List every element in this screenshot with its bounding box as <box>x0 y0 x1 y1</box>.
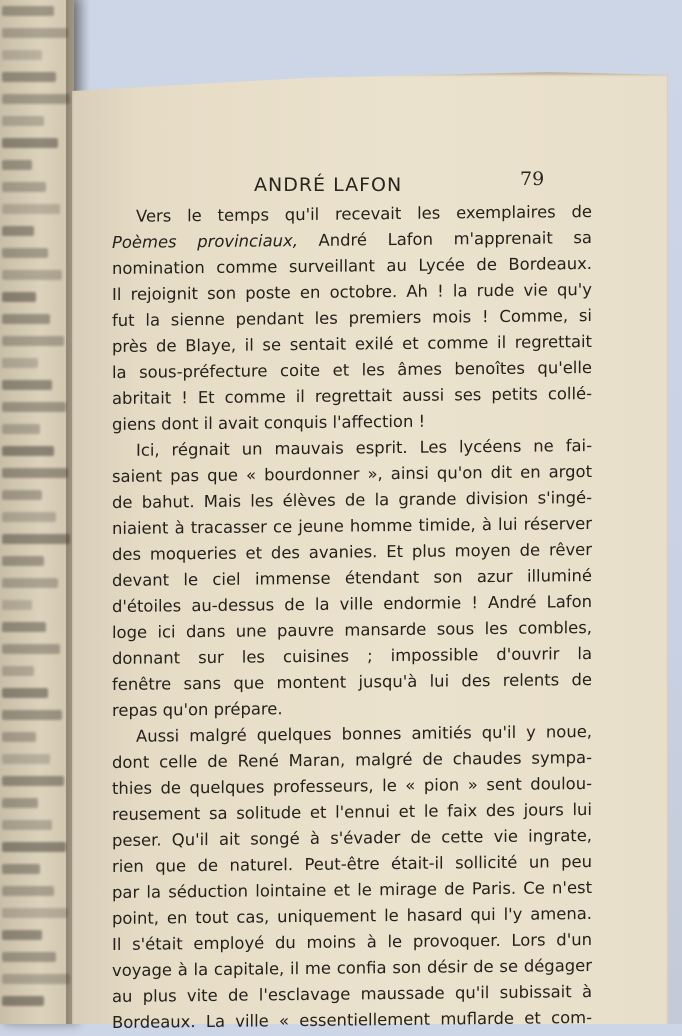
left-page-text-blur <box>2 644 60 654</box>
left-page-text-blur <box>2 380 52 390</box>
left-page-text-blur <box>2 908 68 918</box>
text-line: thies de quelques professeurs, le « pion » sent doulou- <box>112 773 592 798</box>
text-line: loge ici dans une pauvre mansarde sous les combles, <box>112 617 592 642</box>
left-page-text-blur <box>2 534 70 544</box>
left-page-text-blur <box>2 50 42 60</box>
text-line: donnant sur les cuisines ; impossible d'ouvrir la <box>112 643 592 668</box>
body-text <box>112 199 592 1036</box>
text-line: devant le ciel immense étendant son azur illuminé <box>112 565 592 590</box>
left-page-text-blur <box>2 314 50 324</box>
text-line: d'étoiles au-dessus de la ville endormie ! André Lafon <box>112 591 592 616</box>
left-page-text-blur <box>2 754 50 764</box>
left-page-text-blur <box>2 116 44 126</box>
text-line: la sous-préfecture coite et les âmes benoîtes qu'elle <box>112 357 592 382</box>
text-line: voyage à la capitale, il me confia son désir de se dégager <box>112 955 592 980</box>
text-line: Poèmes provinciaux, André Lafon m'apprenait sa <box>112 227 592 252</box>
text-line: fenêtre sans que montent jusqu'à lui des relents de <box>112 669 592 694</box>
left-page-text-blur <box>2 6 54 16</box>
text-line: au plus vite de l'esclavage maussade qu'il subissait à <box>112 981 592 1006</box>
left-page-text-blur <box>2 94 70 104</box>
left-page-text-blur <box>2 138 58 148</box>
text-line: nomination comme surveillant au Lycée de Bordeaux. <box>112 253 592 278</box>
left-page-text-blur <box>2 72 56 82</box>
left-page-text-blur <box>2 402 66 412</box>
left-page-text-blur <box>2 666 34 676</box>
left-page-text-blur <box>2 996 44 1006</box>
left-page-text-blur <box>2 930 42 940</box>
left-page-text-blur <box>2 182 46 192</box>
text-line: Aussi malgré quelques bonnes amitiés qu'il y noue, <box>136 721 592 746</box>
left-page-text-blur <box>2 446 54 456</box>
text-line: des moqueries et des avanies. Et plus moyen de rêver <box>112 539 592 564</box>
text-line: niaient à tracasser ce jeune homme timide, à lui réserver <box>112 513 592 538</box>
left-page-text-blur <box>2 468 68 478</box>
text-line: peser. Qu'il ait songé à s'évader de cette vie ingrate, <box>112 825 592 850</box>
page-number: 79 <box>520 168 545 190</box>
text-line: par la séduction lointaine et le mirage de Paris. Ce n'est <box>112 877 592 902</box>
text-line: abritait ! Et comme il regrettait aussi ses petits collé- <box>112 383 592 408</box>
text-line: point, en tout cas, uniquement le hasard qui l'y amena. <box>112 903 592 928</box>
left-page-text-blur <box>2 952 56 962</box>
left-page-text-blur <box>2 820 52 830</box>
left-page-text-blur <box>2 160 32 170</box>
left-page-text-blur <box>2 864 40 874</box>
text-line: saient pas que « bourdonner », ainsi qu'on dit en argot <box>112 461 592 486</box>
left-page-text-blur <box>2 292 36 302</box>
left-page-edge <box>0 0 74 1024</box>
text-line: Bordeaux. La ville « essentiellement muflarde et com- <box>112 1007 592 1032</box>
left-page-text-blur <box>2 974 70 984</box>
left-page-text-blur <box>2 358 38 368</box>
text-line: fut la sienne pendant les premiers mois ! Comme, si <box>112 305 592 330</box>
left-page-text-blur <box>2 886 54 896</box>
text-line: Ici, régnait un mauvais esprit. Les lycéens ne fai- <box>136 435 592 460</box>
text-line: de bahut. Mais les élèves de la grande division s'ingé- <box>112 487 592 512</box>
left-page-text-blur <box>2 28 68 38</box>
left-page-text-blur <box>2 226 34 236</box>
text-line: près de Blaye, il se sentait exilé et comme il regrettait <box>112 331 592 356</box>
text-line: Il rejoignit son poste en octobre. Ah ! la rude vie qu'y <box>112 279 592 304</box>
text-line: repas qu'on prépare. <box>112 699 283 720</box>
left-page-text-blur <box>2 556 44 566</box>
left-page-text-blur <box>2 688 48 698</box>
left-page-text-blur <box>2 622 46 632</box>
text-line: Il s'était employé du moins à le provoquer. Lors d'un <box>112 929 592 954</box>
left-page-text-blur <box>2 600 32 610</box>
left-page-text-blur <box>2 336 64 346</box>
text-line: Vers le temps qu'il recevait les exemplaires de <box>136 201 592 226</box>
left-page-text-blur <box>2 842 66 852</box>
running-head: ANDRÉ LAFON <box>254 174 403 196</box>
left-page-text-blur <box>2 578 58 588</box>
text-line: giens dont il avait conquis l'affection ! <box>112 411 426 434</box>
left-page-text-blur <box>2 204 60 214</box>
left-page-text-blur <box>2 732 36 742</box>
text-line: dont celle de René Maran, malgré de chaudes sympa- <box>112 747 592 772</box>
text-line: reusement sa solitude et l'ennui et le faix des jours lui <box>112 799 592 824</box>
text-line: rien que de naturel. Peut-être était-il sollicité un peu <box>112 851 592 876</box>
left-page-text-blur <box>2 424 40 434</box>
left-page-text-blur <box>2 490 42 500</box>
left-page-text-blur <box>2 512 56 522</box>
left-page-text-blur <box>2 270 62 280</box>
left-page-text-blur <box>2 248 48 258</box>
left-page-text-blur <box>2 776 64 786</box>
left-page-text-blur <box>2 798 38 808</box>
left-page-text-blur <box>2 710 62 720</box>
